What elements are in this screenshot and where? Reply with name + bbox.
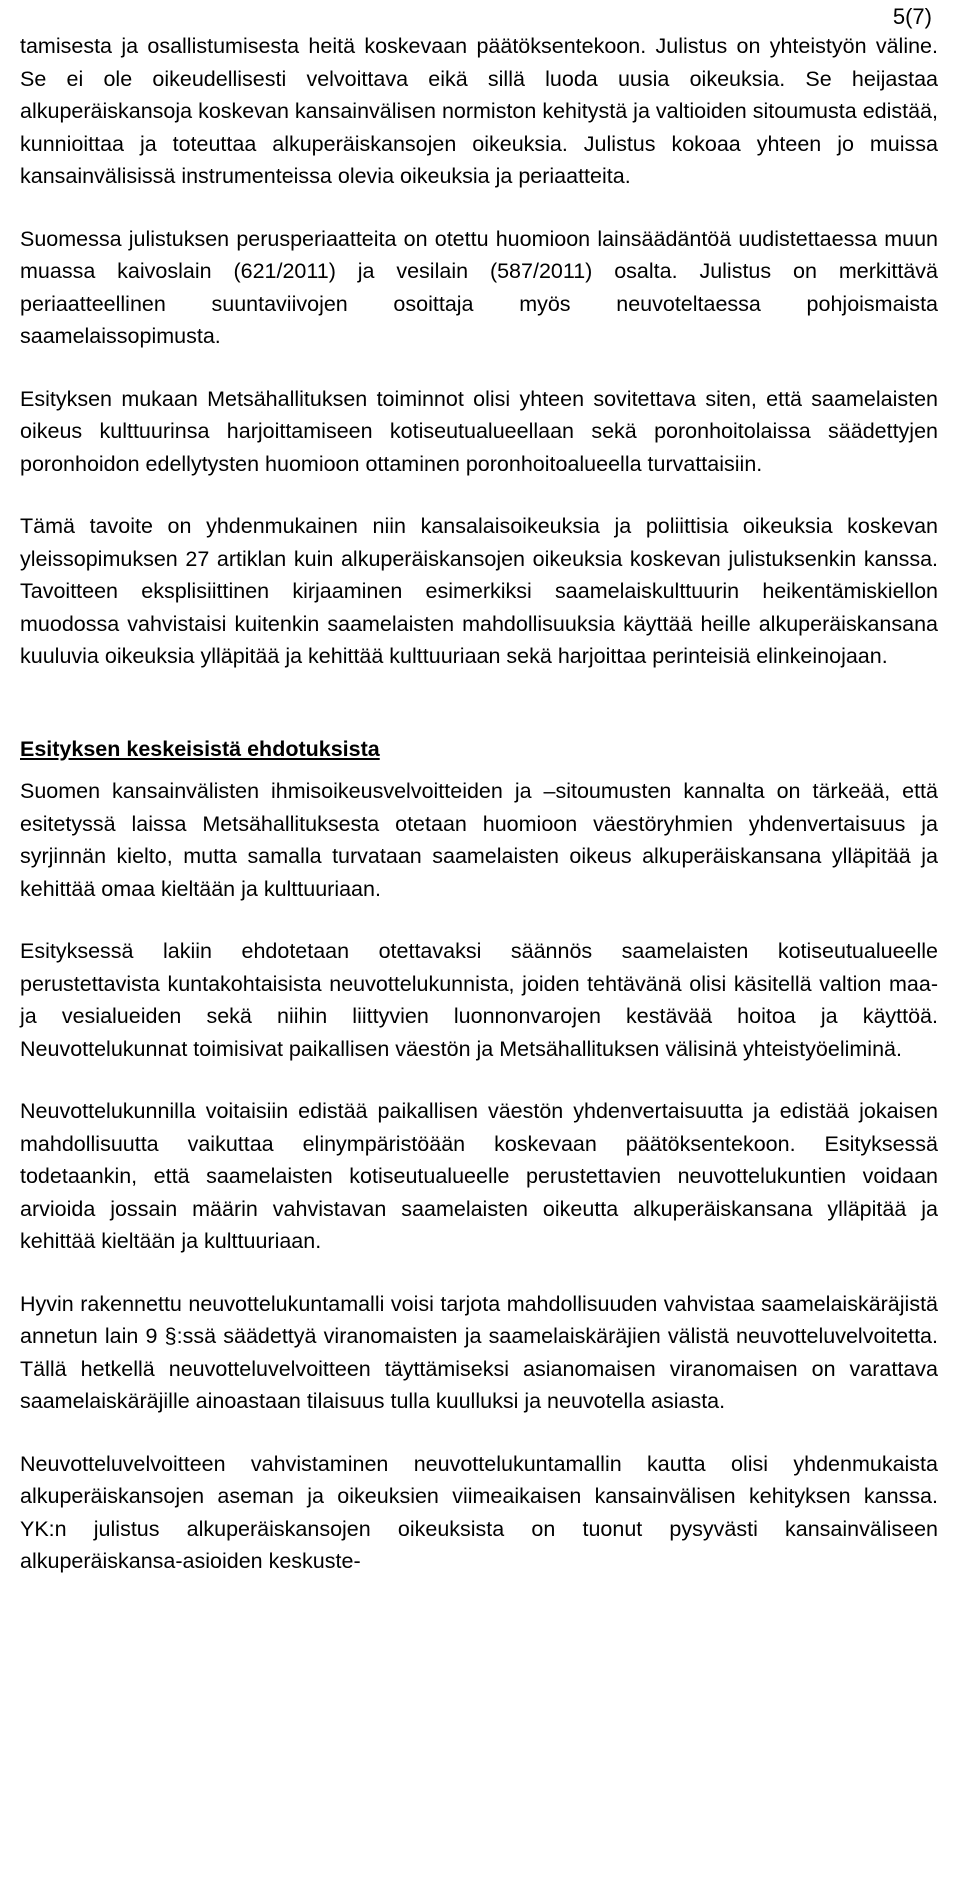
section-heading: Esityksen keskeisistä ehdotuksista — [20, 736, 380, 761]
document-body — [20, 30, 938, 1578]
paragraph-human-rights-obligations: Suomen kansainvälisten ihmisoikeusvelvoitteiden ja –sitoumusten kannalta on tärkeää, että esitetyssä laissa Metsähallituksesta otetaan huomioon väestöryhmien yhdenvertaisuus ja syrjinnän kielto, mutta samalla turvataan saamelaisten oikeus alkuperäiskansana ylläpitää ja kehittää omaa kieltään ja kulttuuriaan. — [20, 779, 938, 901]
paragraph-goal-consistency: Tämä tavoite on yhdenmukainen niin kansalaisoikeuksia ja poliittisia oikeuksia koskevan yleissopimuksen 27 artiklan kuin alkuperäiskansojen oikeuksia koskevan julistuksenkin kanssa. Tavoitteen eksplisiittinen kirjaaminen esimerkiksi saamelaiskulttuurin heikentämiskiellon muodossa vahvistaisi kuitenkin saamelaisten mahdollisuuksia käyttää heille alkuperäiskansana kuuluvia oikeuksia ylläpitää ja kehittää kulttuuriaan sekä harjoittaa perinteisiä elinkeinojaan. — [20, 514, 938, 668]
paragraph-declaration-overview: tamisesta ja osallistumisesta heitä koskevaan päätöksentekoon. Julistus on yhteistyön väline. Se ei ole oikeudellisesti velvoittava eikä sillä luoda uusia oikeuksia. Se heijastaa alkuperäiskansoja koskevan kansainvälisen normiston kehitystä ja valtioiden sitoumusta edistää, kunnioittaa ja toteuttaa alkuperäiskansojen oikeuksia. Julistus kokoaa yhteen jo muissa kansainvälisissä instrumenteissa olevia oikeuksia ja periaatteita. — [20, 34, 938, 188]
paragraph-advisory-boards-equality: Neuvottelukunnilla voitaisiin edistää paikallisen väestön yhdenvertaisuutta ja edistää jokaisen mahdollisuutta vaikuttaa elinympäristöään koskevaan päätöksentekoon. Esityksessä todetaankin, että saamelaisten kotiseutualueelle perustettavien neuvottelukuntien voidaan arvioida jossain määrin vahvistavan saamelaisten oikeutta alkuperäiskansana ylläpitää ja kehittää kieltään ja kulttuuriaan. — [20, 1099, 938, 1253]
paragraph-strengthening-negotiation: Neuvotteluvelvoitteen vahvistaminen neuvottelukuntamallin kautta olisi yhdenmukaista alkuperäiskansojen aseman ja oikeuksien viimeaikaisen kansainvälisen kehityksen kanssa. YK:n julistus alkuperäiskansojen oikeuksista on tuonut pysyvästi kansainväliseen alkuperäiskansa-asioiden keskuste- — [20, 1451, 938, 1573]
document-page — [20, 0, 938, 1895]
paragraph-advisory-boards: Esityksessä lakiin ehdotetaan otettavaksi säännös saamelaisten kotiseutualueelle perustettavista kuntakohtaisista neuvottelukunnista, joiden tehtävänä olisi käsitellä valtion maa- ja vesialueiden sekä niihin liittyvien luonnonvarojen kestävää hoitoa ja käyttöä. Neuvottelukunnat toimisivat paikallisen väestön ja Metsähallituksen välisinä yhteistyöeliminä. — [20, 939, 938, 1061]
paragraph-finnish-legislation: Suomessa julistuksen perusperiaatteita on otettu huomioon lainsäädäntöä uudistettaessa muun muassa kaivoslain (621/2011) ja vesilain (587/2011) osalta. Julistus on merkittävä periaatteellinen suuntaviivojen osoittaja myös neuvoteltaessa pohjoismaista saamelaissopimusta. — [20, 226, 938, 348]
paragraph-proposal-coordination: Esityksen mukaan Metsähallituksen toiminnot olisi yhteen sovitettava siten, että saamelaisten oikeus kulttuurinsa harjoittamiseen kotiseutualueellaan sekä poronhoitolaissa säädettyjen poronhoidon edellytysten huomioon ottaminen poronhoitoalueella turvattaisiin. — [20, 386, 938, 476]
paragraph-negotiation-obligation: Hyvin rakennettu neuvottelukuntamalli voisi tarjota mahdollisuuden vahvistaa saamelaiskäräjistä annetun lain 9 §:ssä säädettyä viranomaisten ja saamelaiskäräjien välistä neuvotteluvelvoitetta. Tällä hetkellä neuvotteluvelvoitteen täyttämiseksi asianomaisen viranomaisen on varattava saamelaiskäräjille ainoastaan tilaisuus tulla kuulluksi ja neuvotella asiasta. — [20, 1291, 938, 1413]
page-number: 5(7) — [892, 4, 932, 29]
